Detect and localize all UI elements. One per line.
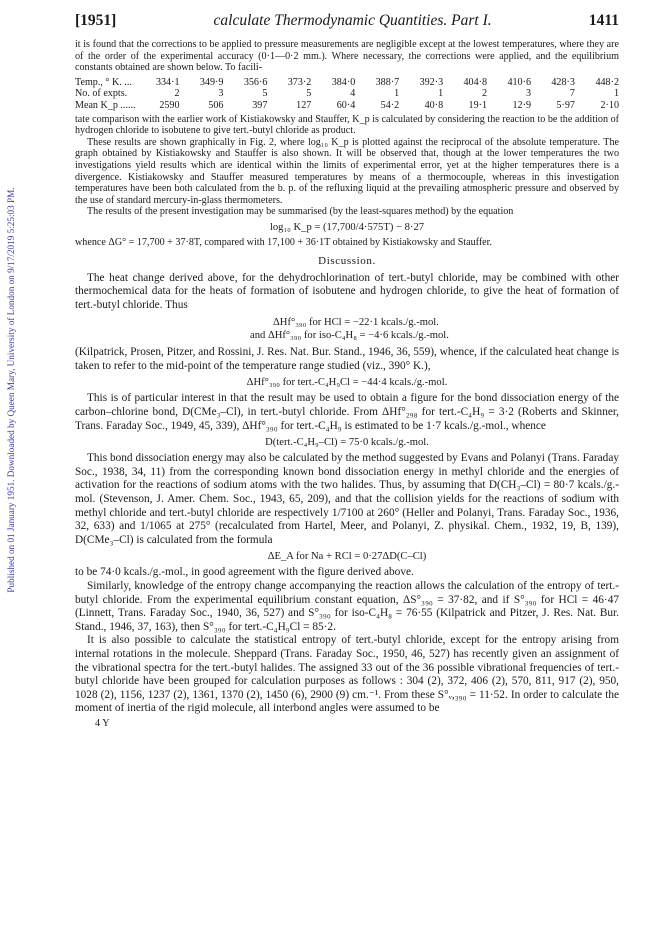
equation-block-heats bbox=[250, 316, 619, 342]
equation-log-kp: log₁₀ K_p = (17,700/4·575T) − 8·27 bbox=[269, 221, 425, 233]
table-cell: 127 bbox=[296, 99, 312, 111]
table-cell: 4 bbox=[350, 88, 356, 100]
statistical-entropy-paragraph: It is also possible to calculate the statistical entropy of tert.-butyl chloride, except for the entropy arising from internal rotations in the molecule. Sheppard (Trans. Faraday Soc., 1950, 46, 527) has recently given an assignment of the vibrational spectra for the tert.-butyl halides. The assigned 33 out of the 36 possible vibrational frequencies of tert.-butyl chloride have been grouped for calculation purposes as follows : 304 (2), 372, 406 (2), 570, 811, 917 (2), 950, 1028 (2), 1156, 1237 (2), 1361, 1370 (2), 1450 (6), 2900 (9) cm.⁻¹. From these S°ᵥ,₃₉₀ = 11·52. In order to calculate the moment of inertia of the rigid molecule, all interbond angles were assumed to be bbox=[75, 634, 619, 715]
agreement-paragraph: to be 74·0 kcals./g.-mol., in good agreement with the figure derived above. bbox=[75, 566, 414, 579]
download-notice bbox=[4, 60, 18, 720]
table-cell: 384·0 bbox=[331, 76, 356, 88]
signature-mark: 4 Y bbox=[95, 717, 110, 729]
equation-bond-dissociation: D(tert.-C₄H₉–Cl) = 75·0 kcals./g.-mol. bbox=[265, 437, 429, 449]
table-cell: 1 bbox=[394, 88, 400, 100]
page-number: 1411 bbox=[588, 12, 619, 29]
table-cell: 2590 bbox=[159, 99, 180, 111]
download-notice-text: Published on 01 January 1951. Downloaded by Queen Mary, University of London on 9/17/2019 5:25:03 PM. bbox=[6, 187, 16, 593]
table-cell: 1 bbox=[613, 88, 619, 100]
table-cell: 1 bbox=[438, 88, 444, 100]
section-heading-discussion: Discussion. bbox=[318, 254, 376, 267]
table-cell: 428·3 bbox=[551, 76, 575, 88]
kilpatrick-paragraph: (Kilpatrick, Prosen, Pitzer, and Rossini, J. Res. Nat. Bur. Stand., 1946, 36, 559), whence, if the calculated heat change is taken to refer to the mid-point of the temperature range studied (viz., 390° K.), bbox=[75, 346, 619, 372]
running-head bbox=[75, 12, 619, 30]
table-cell: 5·97 bbox=[556, 99, 575, 111]
table-cell: 5 bbox=[306, 88, 312, 100]
summary-paragraph: The results of the present investigation may be summarised (by the least-squares method) by the equation bbox=[87, 206, 514, 218]
table-cell: 392·3 bbox=[419, 76, 444, 88]
whence-paragraph: whence ΔG° = 17,700 + 37·8T, compared with 17,100 + 36·1T obtained by Kistiakowsky and Stauffer. bbox=[75, 236, 492, 248]
evans-polanyi-paragraph: This bond dissociation energy may also be calculated by the method suggested by Evans and Polanyi (Trans. Faraday Soc., 1938, 34, 11) from the corresponding known bond dissociation energy in methyl chloride and the energies of activation for the reactions of sodium atoms with the two halides. Thus, by assuming that D(CH₃–Cl) = 80·7 kcals./g.-mol. (Stevenson, J. Amer. Chem. Soc., 1943, 65, 209), and that the collision yields for the reactions of sodium with methyl chloride and tert.-butyl chloride are respectively 1/7100 at 260° (Heller and Polanyi, Trans. Faraday Soc., 1936, 32, 633) and 1/1065 at 275° (recalculated from Hartel, Meer, and Polanyi, Z. physikal. Chem., 1932, 19, B, 139), D(CMe₃–Cl) is calculated from the formula bbox=[75, 452, 619, 546]
running-title: calculate Thermodynamic Quantities. Part I. bbox=[213, 12, 492, 29]
journal-year: [1951] bbox=[75, 12, 117, 29]
equation-tert-butyl-chloride: ΔHf°₃₉₀ for tert.-C₄H₉Cl = −44·4 kcals./g.-mol. bbox=[246, 377, 448, 389]
bond-energy-paragraph: This is of particular interest in that the result may be used to obtain a figure for the bond dissociation energy of the carbon–chlorine bond, D(CMe₃–Cl), in tert.-butyl chloride. From ΔHf°₂₉₈ for tert.-C₄H₉ = 3·2 (Roberts and Skinner, Trans. Faraday Soc., 1949, 45, 339), ΔHf°₃₉₀ for tert.-C₄H₉ is estimated to be 1·7 kcals./g.-mol., whence bbox=[75, 392, 619, 432]
table-cell: 373·2 bbox=[287, 76, 312, 88]
table-cell: 448·2 bbox=[595, 76, 619, 88]
equilibrium-table-body bbox=[75, 77, 619, 112]
table-row-label: Temp., ° K. ... bbox=[75, 76, 132, 88]
equation-hcl: ΔHf°₃₉₀ for HCl = −22·1 kcals./g.-mol. bbox=[273, 317, 439, 329]
table-cell: 506 bbox=[208, 99, 224, 111]
table-cell: 2 bbox=[482, 88, 488, 100]
table-row bbox=[75, 100, 619, 112]
equilibrium-table bbox=[75, 77, 619, 112]
table-cell: 2 bbox=[174, 88, 180, 100]
entropy-paragraph: Similarly, knowledge of the entropy change accompanying the reaction allows the calculation of the entropy of tert.-butyl chloride. From the experimental equilibrium constant equation, ΔS°₃₉₀ = 37·82, and if S°₃₉₀ for HCl = 46·47 (Linnett, Trans. Faraday Soc., 1940, 36, 527) and S°₃₉₀ for iso-C₄H₈ = 76·55 (Kilpatrick and Pitzer, J. Res. Nat. Bur. Stand., 1946, 37, 163), then S°₃₉₀ for tert.-C₄H₉Cl = 85·2. bbox=[75, 580, 619, 633]
table-row-label: No. of expts. bbox=[75, 88, 128, 100]
table-cell: 404·8 bbox=[463, 76, 488, 88]
table-cell: 7 bbox=[569, 88, 575, 100]
equation-isobutene: and ΔHf°₃₉₀ for iso-C₄H₈ = −4·6 kcals./g.-mol. bbox=[250, 330, 449, 342]
table-cell: 5 bbox=[262, 88, 268, 100]
table-cell: 410·6 bbox=[507, 76, 531, 88]
table-cell: 397 bbox=[252, 99, 268, 111]
table-cell: 356·6 bbox=[243, 76, 268, 88]
intro-paragraph: it is found that the corrections to be applied to pressure measurements are negligible except at the lowest temperatures, where they are of the order of the experimental accuracy (0·1—0·2 mm.). Where necessary, the corrections were applied, and the equilibrium constants obtained are shown below. To facili- bbox=[75, 39, 619, 74]
results-paragraph: These results are shown graphically in Fig. 2, where log₁₀ K_p is plotted against the reciprocal of the absolute temperature. The graph obtained by Kistiakowsky and Stauffer is also shown. It will be observed that, though at the lower temperatures the two investigations yield results which are identical within the limits of experimental error, yet at the higher temperatures there is a divergence. Kistiakowsky and Stauffer measured temperatures by means of a thermocouple, whereas in this investigation temperatures have been both calculated from the b. p. of the refluxing liquid at the prevailing atmospheric pressure and observed by the use of standard mercury-in-glass thermometers. bbox=[75, 136, 619, 206]
after-table-paragraph: tate comparison with the earlier work of Kistiakowsky and Stauffer, K_p is calculated by considering the reaction to be the addition of hydrogen chloride to isobutene to give tert.-butyl chloride as product. bbox=[75, 113, 619, 137]
journal-page bbox=[75, 12, 619, 729]
table-cell: 349·9 bbox=[199, 76, 224, 88]
table-cell: 388·7 bbox=[375, 76, 400, 88]
table-cell: 40·8 bbox=[424, 99, 444, 111]
table-cell: 54·2 bbox=[380, 99, 400, 111]
table-row bbox=[75, 88, 619, 100]
table-row bbox=[75, 77, 619, 89]
table-cell: 2·10 bbox=[600, 99, 619, 111]
table-cell: 60·4 bbox=[336, 99, 356, 111]
table-row-label: Mean K_p ...... bbox=[75, 99, 136, 111]
table-cell: 12·9 bbox=[512, 99, 531, 111]
equation-activation-energy: ΔE_A for Na + RCl = 0·27ΔD(C–Cl) bbox=[267, 551, 427, 563]
table-cell: 3 bbox=[525, 88, 531, 100]
table-cell: 3 bbox=[218, 88, 224, 100]
table-cell: 334·1 bbox=[155, 76, 180, 88]
table-cell: 19·1 bbox=[468, 99, 488, 111]
discussion-paragraph: The heat change derived above, for the dehydrochlorination of tert.-butyl chloride, may be combined with other thermochemical data for the heats of formation of isobutene and hydrogen chloride, to give the heat of formation of tert.-butyl chloride. Thus bbox=[75, 271, 619, 311]
